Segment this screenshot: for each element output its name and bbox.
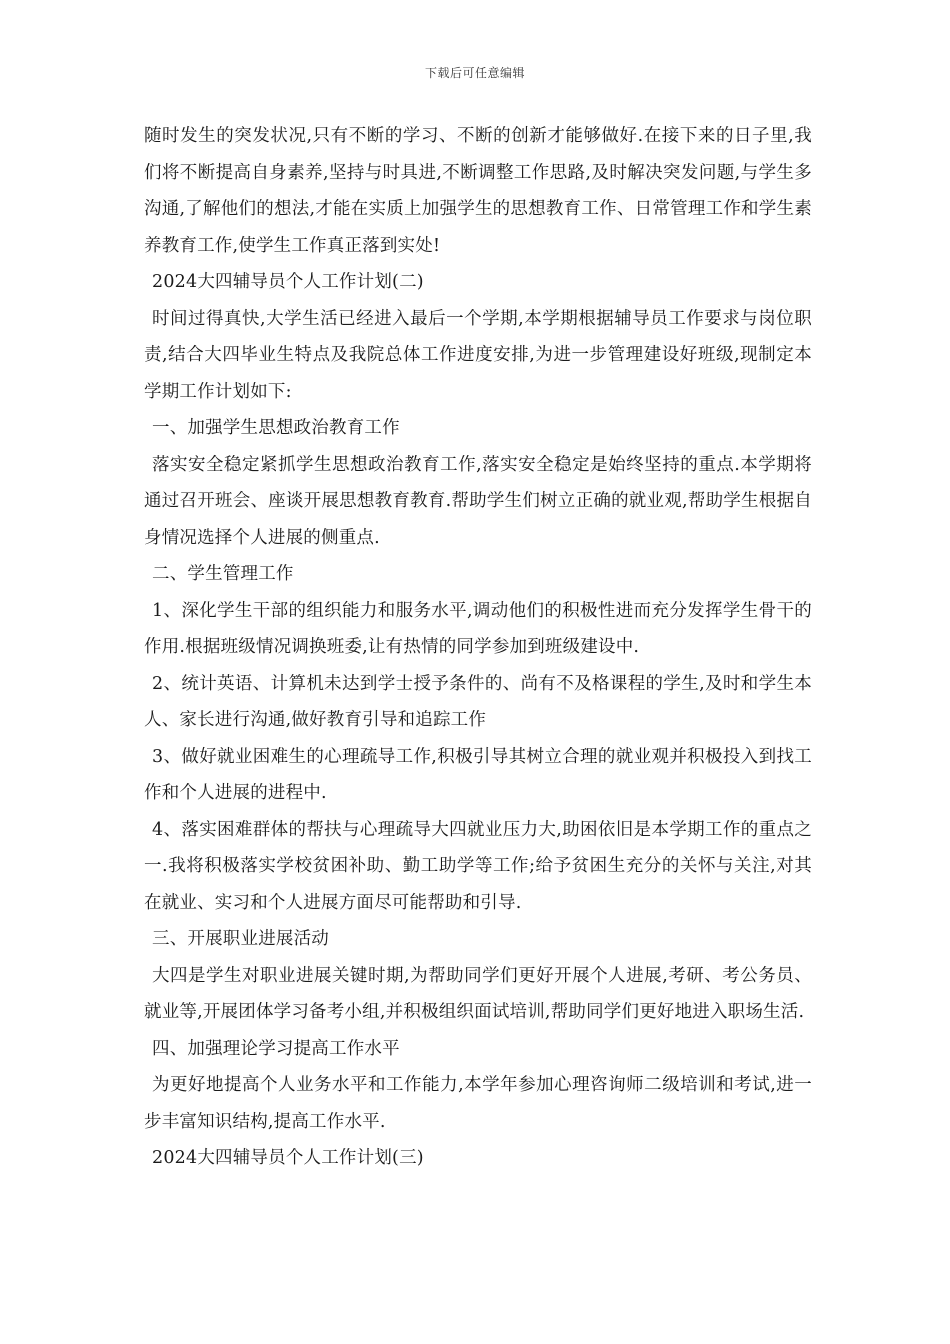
list-item-3: 3、做好就业困难生的心理疏导工作,积极引导其树立合理的就业观并积极投入到找工作和个人进展的进程中.	[144, 746, 812, 803]
section-title-plan-two: 2024大四辅导员个人工作计划(二)	[152, 272, 424, 292]
paragraph-section-one: 落实安全稳定紧抓学生思想政治教育工作,落实安全稳定是始终坚持的重点.本学期将通过召开班会、座谈开展思想教育教育.帮助学生们树立正确的就业观,帮助学生根据自身情况选择个人进展的侧重点.	[144, 454, 812, 548]
paragraph-section-three: 大四是学生对职业进展关键时期,为帮助同学们更好开展个人进展,考研、考公务员、就业等,开展团体学习备考小组,并积极组织面试培训,帮助同学们更好地进入职场生活.	[144, 965, 812, 1022]
document-body	[144, 118, 812, 1177]
list-item-1: 1、深化学生干部的组织能力和服务水平,调动他们的积极性进而充分发挥学生骨干的作用.根据班级情况调换班委,让有热情的同学参加到班级建设中.	[144, 600, 812, 657]
section-title-plan-three: 2024大四辅导员个人工作计划(三)	[152, 1148, 424, 1168]
list-item-2: 2、统计英语、计算机未达到学士授予条件的、尚有不及格课程的学生,及时和学生本人、家长进行沟通,做好教育引导和追踪工作	[144, 673, 812, 730]
heading-section-one: 一、加强学生思想政治教育工作	[152, 418, 400, 438]
paragraph-continuation: 随时发生的突发状况,只有不断的学习、不断的创新才能够做好.在接下来的日子里,我们将不断提高自身素养,坚持与时具进,不断调整工作思路,及时解决突发问题,与学生多沟通,了解他们的想法,才能在实质上加强学生的思想教育工作、日常管理工作和学生素养教育工作,使学生工作真正落到实处!	[144, 126, 812, 256]
heading-section-two: 二、学生管理工作	[152, 564, 294, 584]
page-header-note: 下载后可任意编辑	[424, 66, 525, 80]
paragraph-section-four: 为更好地提高个人业务水平和工作能力,本学年参加心理咨询师二级培训和考试,进一步丰富知识结构,提高工作水平.	[144, 1075, 812, 1132]
heading-section-three: 三、开展职业进展活动	[152, 929, 329, 949]
list-item-4: 4、落实困难群体的帮扶与心理疏导大四就业压力大,助困依旧是本学期工作的重点之一.我将积极落实学校贫困补助、勤工助学等工作;给予贫困生充分的关怀与关注,对其在就业、实习和个人进展方面尽可能帮助和引导.	[144, 819, 812, 913]
heading-section-four: 四、加强理论学习提高工作水平	[152, 1038, 400, 1059]
paragraph-intro: 时间过得真快,大学生活已经进入最后一个学期,本学期根据辅导员工作要求与岗位职责,结合大四毕业生特点及我院总体工作进度安排,为进一步管理建设好班级,现制定本学期工作计划如下:	[144, 308, 812, 402]
